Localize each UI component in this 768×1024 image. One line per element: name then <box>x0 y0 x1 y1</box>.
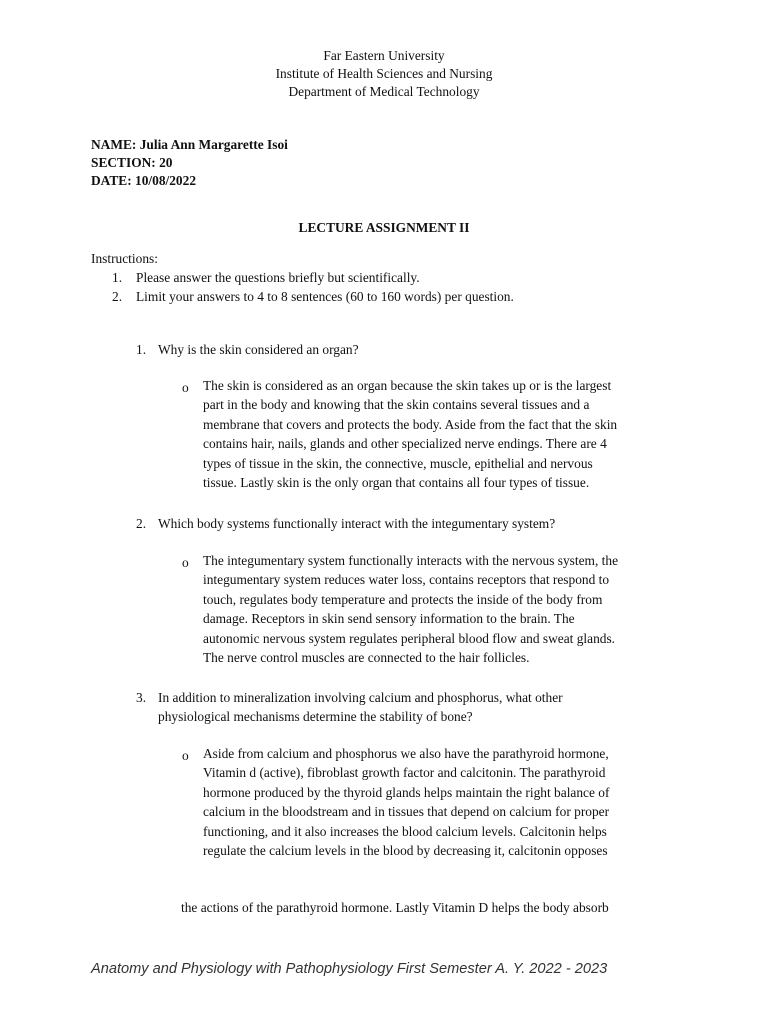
instructions-heading: Instructions: <box>91 251 158 266</box>
answer-line: functioning, and it also increases the blood calcium levels. Calcitonin helps <box>203 823 607 839</box>
instruction-item: Please answer the questions briefly but scientifically. <box>136 270 420 285</box>
institute-name: Institute of Health Sciences and Nursing <box>275 66 493 81</box>
bullet-marker: o <box>182 555 189 570</box>
answer-line: damage. Receptors in skin send sensory information to the brain. The <box>203 611 575 627</box>
answer-line: contains hair, nails, glands and other specialized nerve endings. There are 4 <box>203 436 607 452</box>
student-name: NAME: Julia Ann Margarette Isoi <box>91 137 288 152</box>
question-text: Which body systems functionally interact with the integumentary system? <box>158 516 556 531</box>
answer-line: The integumentary system functionally interacts with the nervous system, the <box>203 553 619 568</box>
answer-line: hormone produced by the thyroid glands helps maintain the right balance of <box>203 784 610 800</box>
answer-line: tissue. Lastly skin is the only organ that contains all four types of tissue. <box>203 475 590 491</box>
answer-line: regulate the calcium levels in the blood by decreasing it, calcitonin opposes <box>203 843 608 859</box>
instruction-number: 2. <box>112 289 123 304</box>
university-name: Far Eastern University <box>323 48 445 63</box>
answer-line: membrane that covers and protects the body. Aside from the fact that the skin <box>203 416 618 432</box>
page-footer: Anatomy and Physiology with Pathophysiology First Semester A. Y. 2022 - 2023 <box>91 961 608 977</box>
answer-line: Vitamin d (active), fibroblast growth factor and calcitonin. The parathyroid <box>203 765 606 781</box>
assignment-title: LECTURE ASSIGNMENT II <box>298 220 470 235</box>
answer-line: The skin is considered as an organ because the skin takes up or is the largest <box>203 378 612 393</box>
answer-line: touch, regulates body temperature and protects the inside of the body from <box>203 591 603 607</box>
bullet-marker: o <box>182 380 189 395</box>
continuation-line: the actions of the parathyroid hormone. Lastly Vitamin D helps the body absorb <box>181 900 609 915</box>
student-date: DATE: 10/08/2022 <box>91 173 197 188</box>
answer-line: integumentary system reduces water loss, contains receptors that respond to <box>203 572 610 588</box>
instruction-number: 1. <box>112 270 123 285</box>
answer-line: part in the body and knowing that the skin contains several tissues and a <box>203 397 590 413</box>
question-text: In addition to mineralization involving calcium and phosphorus, what other <box>158 690 563 705</box>
answer-block <box>203 551 673 667</box>
question-number: 3. <box>136 690 147 705</box>
bullet-marker: o <box>182 748 189 763</box>
instruction-item: Limit your answers to 4 to 8 sentences (60 to 160 words) per question. <box>136 289 514 304</box>
question-number: 2. <box>136 516 147 531</box>
answer-line: The nerve control muscles are connected to the hair follicles. <box>203 650 530 666</box>
answer-line: Aside from calcium and phosphorus we also have the parathyroid hormone, <box>203 746 609 761</box>
question-text: Why is the skin considered an organ? <box>158 342 359 357</box>
question-number: 1. <box>136 342 147 357</box>
answer-line: types of tissue in the skin, the connective, muscle, epithelial and nervous <box>203 455 593 471</box>
answer-line: autonomic nervous system regulates peripheral blood flow and sweat glands. <box>203 630 616 646</box>
answer-block <box>203 376 673 492</box>
answer-line: calcium in the bloodstream and in tissues that depend on calcium for proper <box>203 804 610 820</box>
department-name: Department of Medical Technology <box>288 84 480 99</box>
question-text: physiological mechanisms determine the stability of bone? <box>158 709 473 724</box>
student-section: SECTION: 20 <box>91 155 173 170</box>
answer-block <box>203 744 673 860</box>
